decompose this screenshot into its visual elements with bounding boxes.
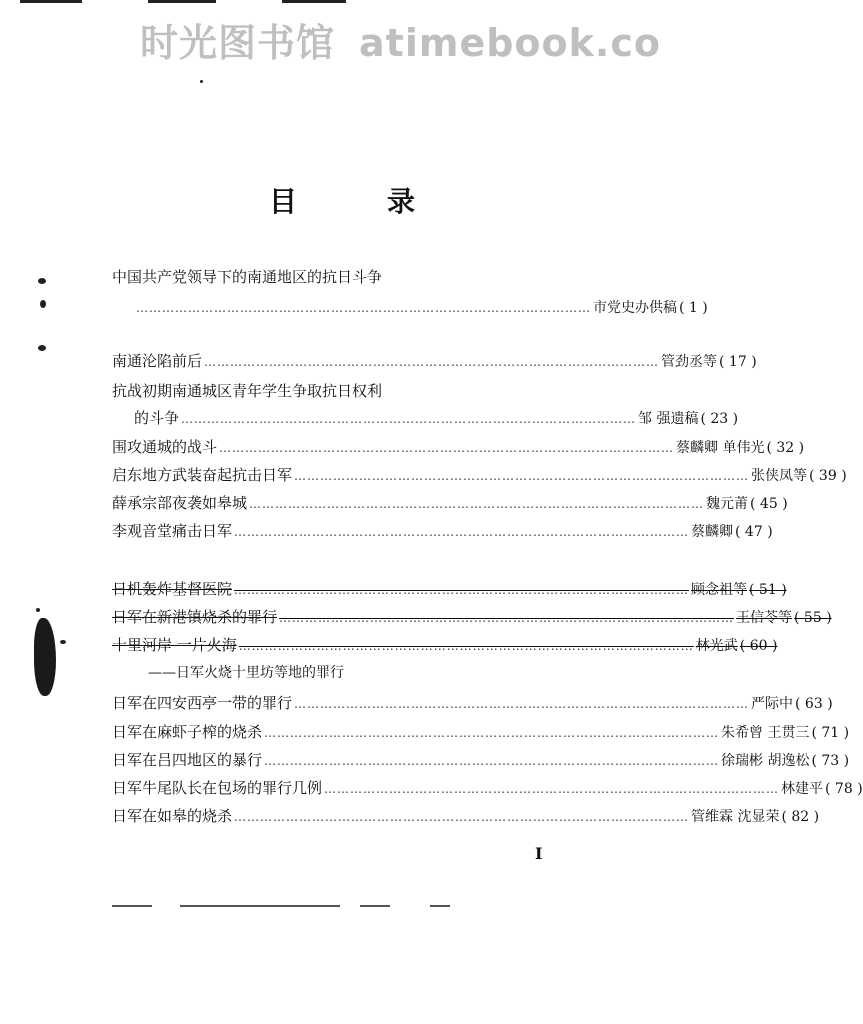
leader-dots: ……………………………………………………………………………………………: [264, 754, 720, 768]
scan-edge-line: [148, 0, 216, 3]
leader-dots: ……………………………………………………………………………………………: [234, 583, 690, 597]
leader-dots: ……………………………………………………………………………………………: [219, 441, 675, 455]
entry-title: 启东地方武装奋起抗击日军: [112, 466, 293, 484]
page-number: I: [535, 844, 543, 863]
leader-dots: ……………………………………………………………………………………………: [324, 782, 780, 796]
toc-entry: [112, 719, 850, 745]
entry-subtitle: ——日军火烧十里坊等地的罪行: [148, 665, 344, 681]
entry-title: 日军在新港镇烧杀的罪行: [112, 608, 278, 626]
entry-page: ( 55 ): [794, 610, 832, 626]
entry-author: 林光武: [695, 638, 738, 654]
entry-title: 十里河岸 一片火海: [112, 636, 237, 654]
leader-dots: ……………………………………………………………………………………………: [234, 810, 690, 824]
ink-speck: [60, 640, 66, 644]
entry-author: 顾念祖等: [691, 582, 748, 598]
entry-author: 邹 强遗稿: [638, 411, 699, 427]
leader-dots: ……………………………………………………………………………………………: [136, 301, 591, 315]
toc-entry: [112, 690, 833, 716]
entry-page: ( 23 ): [700, 411, 739, 427]
toc-entry: [112, 576, 787, 602]
toc-entry: [112, 632, 778, 658]
toc-entry: [112, 775, 863, 801]
entry-title: 日军牛尾队长在包场的罪行几例: [112, 779, 323, 797]
entry-title: 日军在四安西亭一带的罪行: [112, 694, 293, 712]
entry-page: ( 45 ): [750, 496, 788, 512]
watermark-cn: 时光图书馆: [140, 21, 336, 65]
leader-dots: ……………………………………………………………………………………………: [249, 497, 705, 511]
leader-dots: ……………………………………………………………………………………………: [238, 639, 694, 653]
scan-noise: [112, 905, 152, 907]
entry-page: ( 1 ): [679, 300, 708, 316]
entry-title: 日军在吕四地区的暴行: [112, 751, 263, 769]
entry-page: ( 60 ): [739, 638, 778, 654]
toc-entry: [112, 747, 850, 773]
leader-dots: ……………………………………………………………………………………………: [294, 697, 750, 711]
toc-entry: [112, 434, 805, 460]
toc-entry: [112, 462, 847, 488]
entry-title: 南通沦陷前后: [112, 352, 203, 370]
entry-title: 李观音堂痛击日军: [112, 522, 233, 540]
entry-page: ( 82 ): [781, 809, 820, 825]
entry-title: 日军在如皋的烧杀: [112, 807, 233, 825]
ink-speck: [200, 80, 203, 83]
entry-author: 张侠凤等: [751, 468, 808, 484]
entry-author: 蔡麟卿: [691, 524, 734, 540]
entry-author: 朱希曾 王贯三: [721, 725, 810, 741]
entry-page: ( 39 ): [809, 468, 847, 484]
entry-title: 中国共产党领导下的南通地区的抗日斗争: [112, 268, 383, 286]
toc-entry: [112, 518, 773, 544]
entry-page: ( 51 ): [749, 582, 787, 598]
toc-entry-subtitle: [148, 660, 568, 686]
leader-dots: ……………………………………………………………………………………………: [181, 412, 637, 426]
ink-speck: [36, 608, 40, 612]
entry-title: 日机轰炸基督医院: [112, 580, 233, 598]
entry-page: ( 17 ): [719, 354, 757, 370]
entry-page: ( 63 ): [795, 696, 833, 712]
entry-page: ( 73 ): [811, 753, 850, 769]
ink-speck: [40, 300, 46, 308]
title-char-1: 目: [268, 185, 297, 218]
leader-dots: ……………………………………………………………………………………………: [294, 469, 750, 483]
entry-author: 林建平: [781, 781, 824, 797]
watermark-url: atimebook.co: [359, 21, 661, 65]
entry-author: 市党史办供稿: [593, 300, 677, 316]
leader-dots: ……………………………………………………………………………………………: [204, 355, 660, 369]
toc-entry: [134, 405, 739, 431]
toc-entry-title: [112, 378, 584, 404]
scan-edge-line: [282, 0, 346, 3]
entry-author: 徐瑞彬 胡逸松: [721, 753, 810, 769]
scan-noise: [180, 905, 340, 907]
entry-author: 魏元莆: [706, 496, 749, 512]
title-char-2: 录: [387, 185, 416, 218]
entry-title: 日军在麻虾子榨的烧杀: [112, 723, 263, 741]
entry-title: 薛承宗部夜袭如皋城: [112, 494, 248, 512]
entry-title: 围攻通城的战斗: [112, 438, 218, 456]
leader-dots: ……………………………………………………………………………………………: [234, 525, 690, 539]
toc-entry: [134, 295, 708, 321]
toc-entry: [112, 490, 788, 516]
entry-page: ( 78 ): [825, 781, 863, 797]
entry-title: 抗战初期南通城区青年学生争取抗日权利: [112, 382, 383, 400]
scan-noise: [430, 905, 450, 907]
entry-author: 严际中: [751, 696, 794, 712]
toc-entry: [112, 348, 757, 374]
page-title: [0, 180, 684, 220]
entry-author: 蔡麟卿 单伟光: [676, 440, 765, 456]
entry-page: ( 71 ): [811, 725, 850, 741]
toc-entry: [112, 604, 832, 630]
toc-entry: [112, 803, 820, 829]
ink-speck: [38, 345, 46, 351]
watermark: [140, 12, 680, 67]
entry-author: 管劲丞等: [661, 354, 718, 370]
ink-blot: [34, 618, 56, 696]
entry-author: 管维霖 沈显荣: [691, 809, 780, 825]
entry-title-cont: 的斗争: [134, 409, 180, 427]
leader-dots: ……………………………………………………………………………………………: [264, 726, 720, 740]
entry-page: ( 47 ): [735, 524, 773, 540]
scan-edge-line: [20, 0, 82, 3]
entry-page: ( 32 ): [766, 440, 805, 456]
leader-dots: ……………………………………………………………………………………………: [279, 611, 735, 625]
ink-speck: [38, 278, 46, 284]
entry-author: 王信苓等: [736, 610, 793, 626]
toc-entry-title: [112, 264, 584, 290]
scan-noise: [360, 905, 390, 907]
